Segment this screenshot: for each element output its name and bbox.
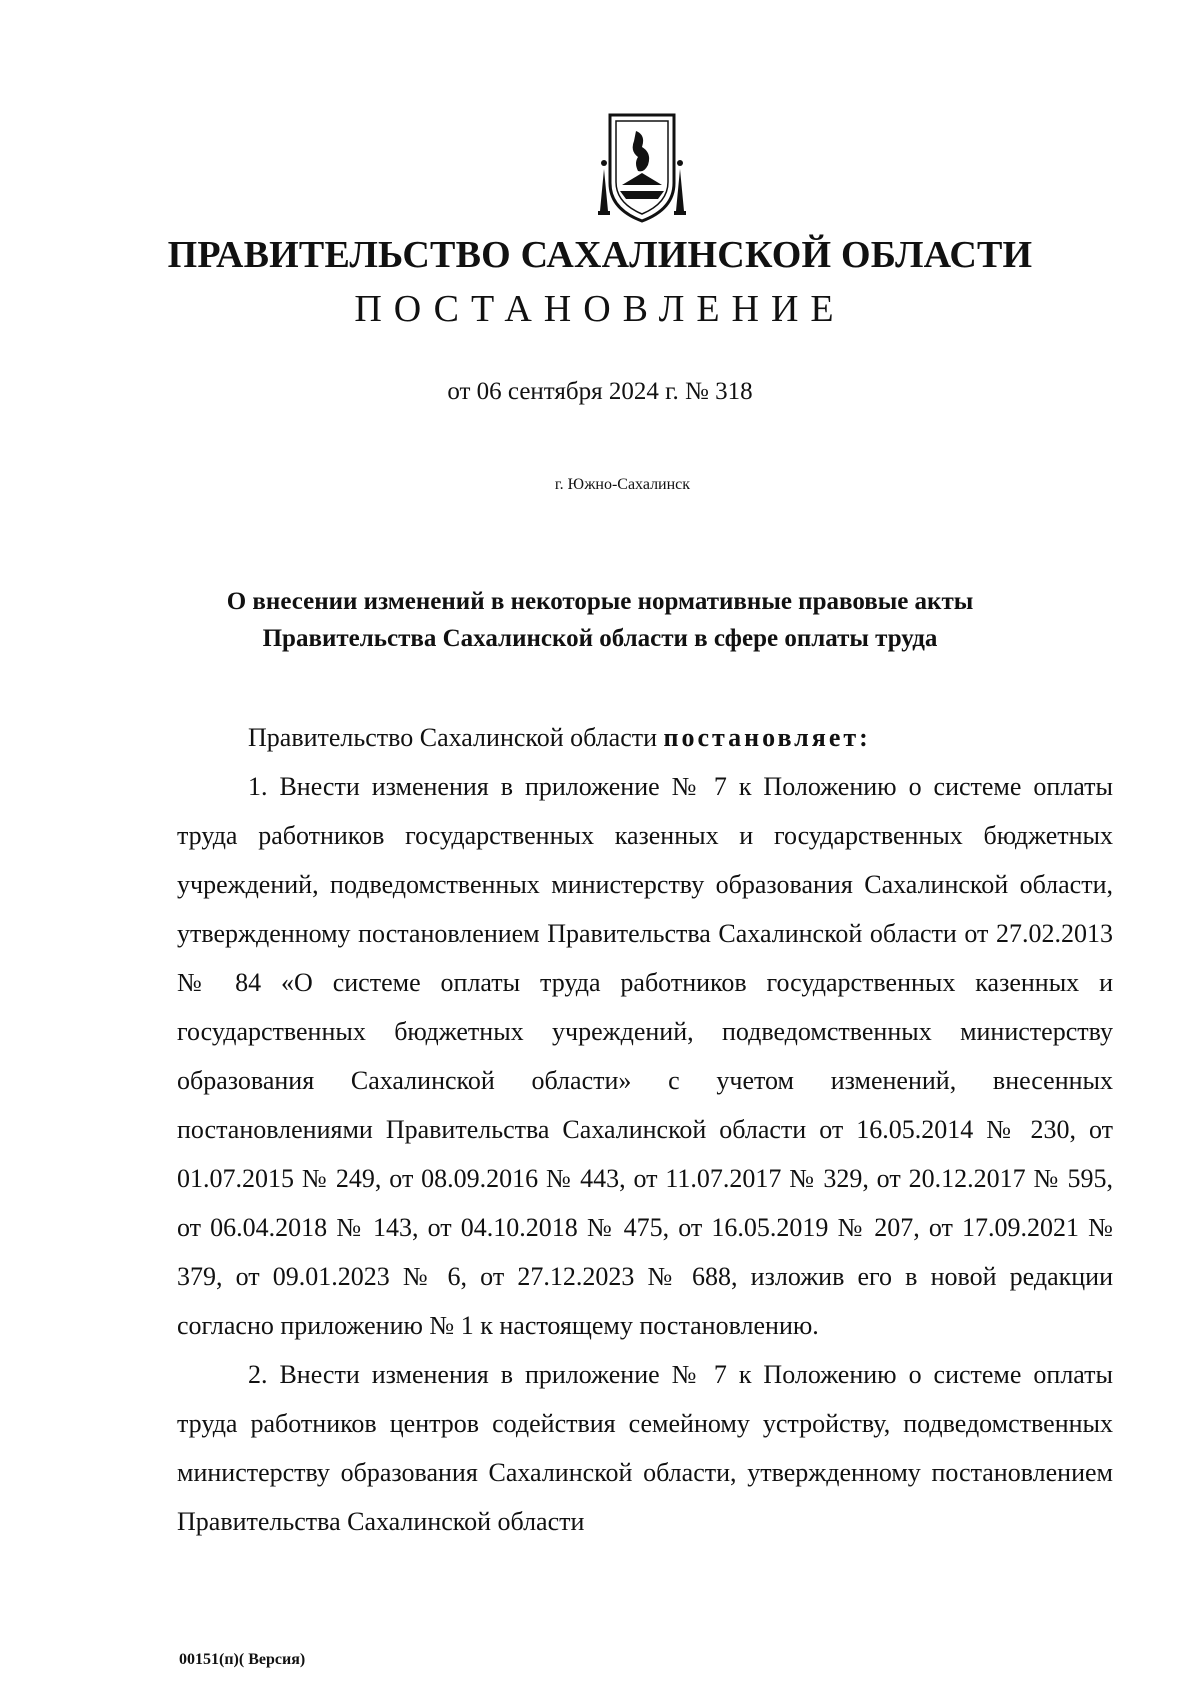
footer-document-code: 00151(п)( Версия): [179, 1651, 306, 1668]
document-date-number: от 06 сентября 2024 г. № 318: [447, 378, 753, 405]
paragraph-2: 2. Внести изменения в приложение № 7 к Положению о системе оплаты труда работников центров содействия семейному устройству, подведомственных министерству образования Сахалинской области, утвержденному постановлением Правительства Сахалинской области: [177, 1360, 1113, 1536]
sakhalin-coat-of-arms-icon: [596, 113, 688, 225]
paragraph-1: 1. Внести изменения в приложение № 7 к Положению о системе оплаты труда работников государственных казенных и государственных бюджетных учреждений, подведомственных министерству образования Сахалинской области, утвержденному постановлением Правительства Сахалинской области от 27.02.2013 № 84 «О системе оплаты труда работников государственных казенных и государственных бюджетных учреждений, подведомственных министерству образования Сахалинской области» с учетом изменений, внесенных постановлениями Правительства Сахалинской области от 16.05.2014 № 230, от 01.07.2015 № 249, от 08.09.2016 № 443, от 11.07.2017 № 329, от 20.12.2017 № 595, от 06.04.2018 № 143, от 04.10.2018 № 475, от 16.05.2019 № 207, от 17.09.2021 № 379, от 09.01.2023 № 6, от 27.12.2023 № 688, изложив его в новой редакции согласно приложению № 1 к настоящему постановлению.: [177, 772, 1113, 1340]
government-name: ПРАВИТЕЛЬСТВО САХАЛИНСКОЙ ОБЛАСТИ: [167, 234, 1033, 276]
preamble-prefix: Правительство Сахалинской области: [248, 723, 664, 752]
subject-line-2: Правительства Сахалинской области в сфере оплаты труда: [262, 625, 938, 652]
document-subject: [0, 583, 1200, 657]
preamble: [177, 713, 1113, 762]
preamble-verb: постановляет:: [663, 723, 871, 752]
subject-line-1: О внесении изменений в некоторые нормативные правовые акты: [226, 588, 974, 615]
document-type: ПОСТАНОВЛЕНИЕ: [354, 288, 846, 330]
document-body: [177, 713, 1113, 1546]
document-city: г. Южно-Сахалинск: [554, 476, 691, 493]
